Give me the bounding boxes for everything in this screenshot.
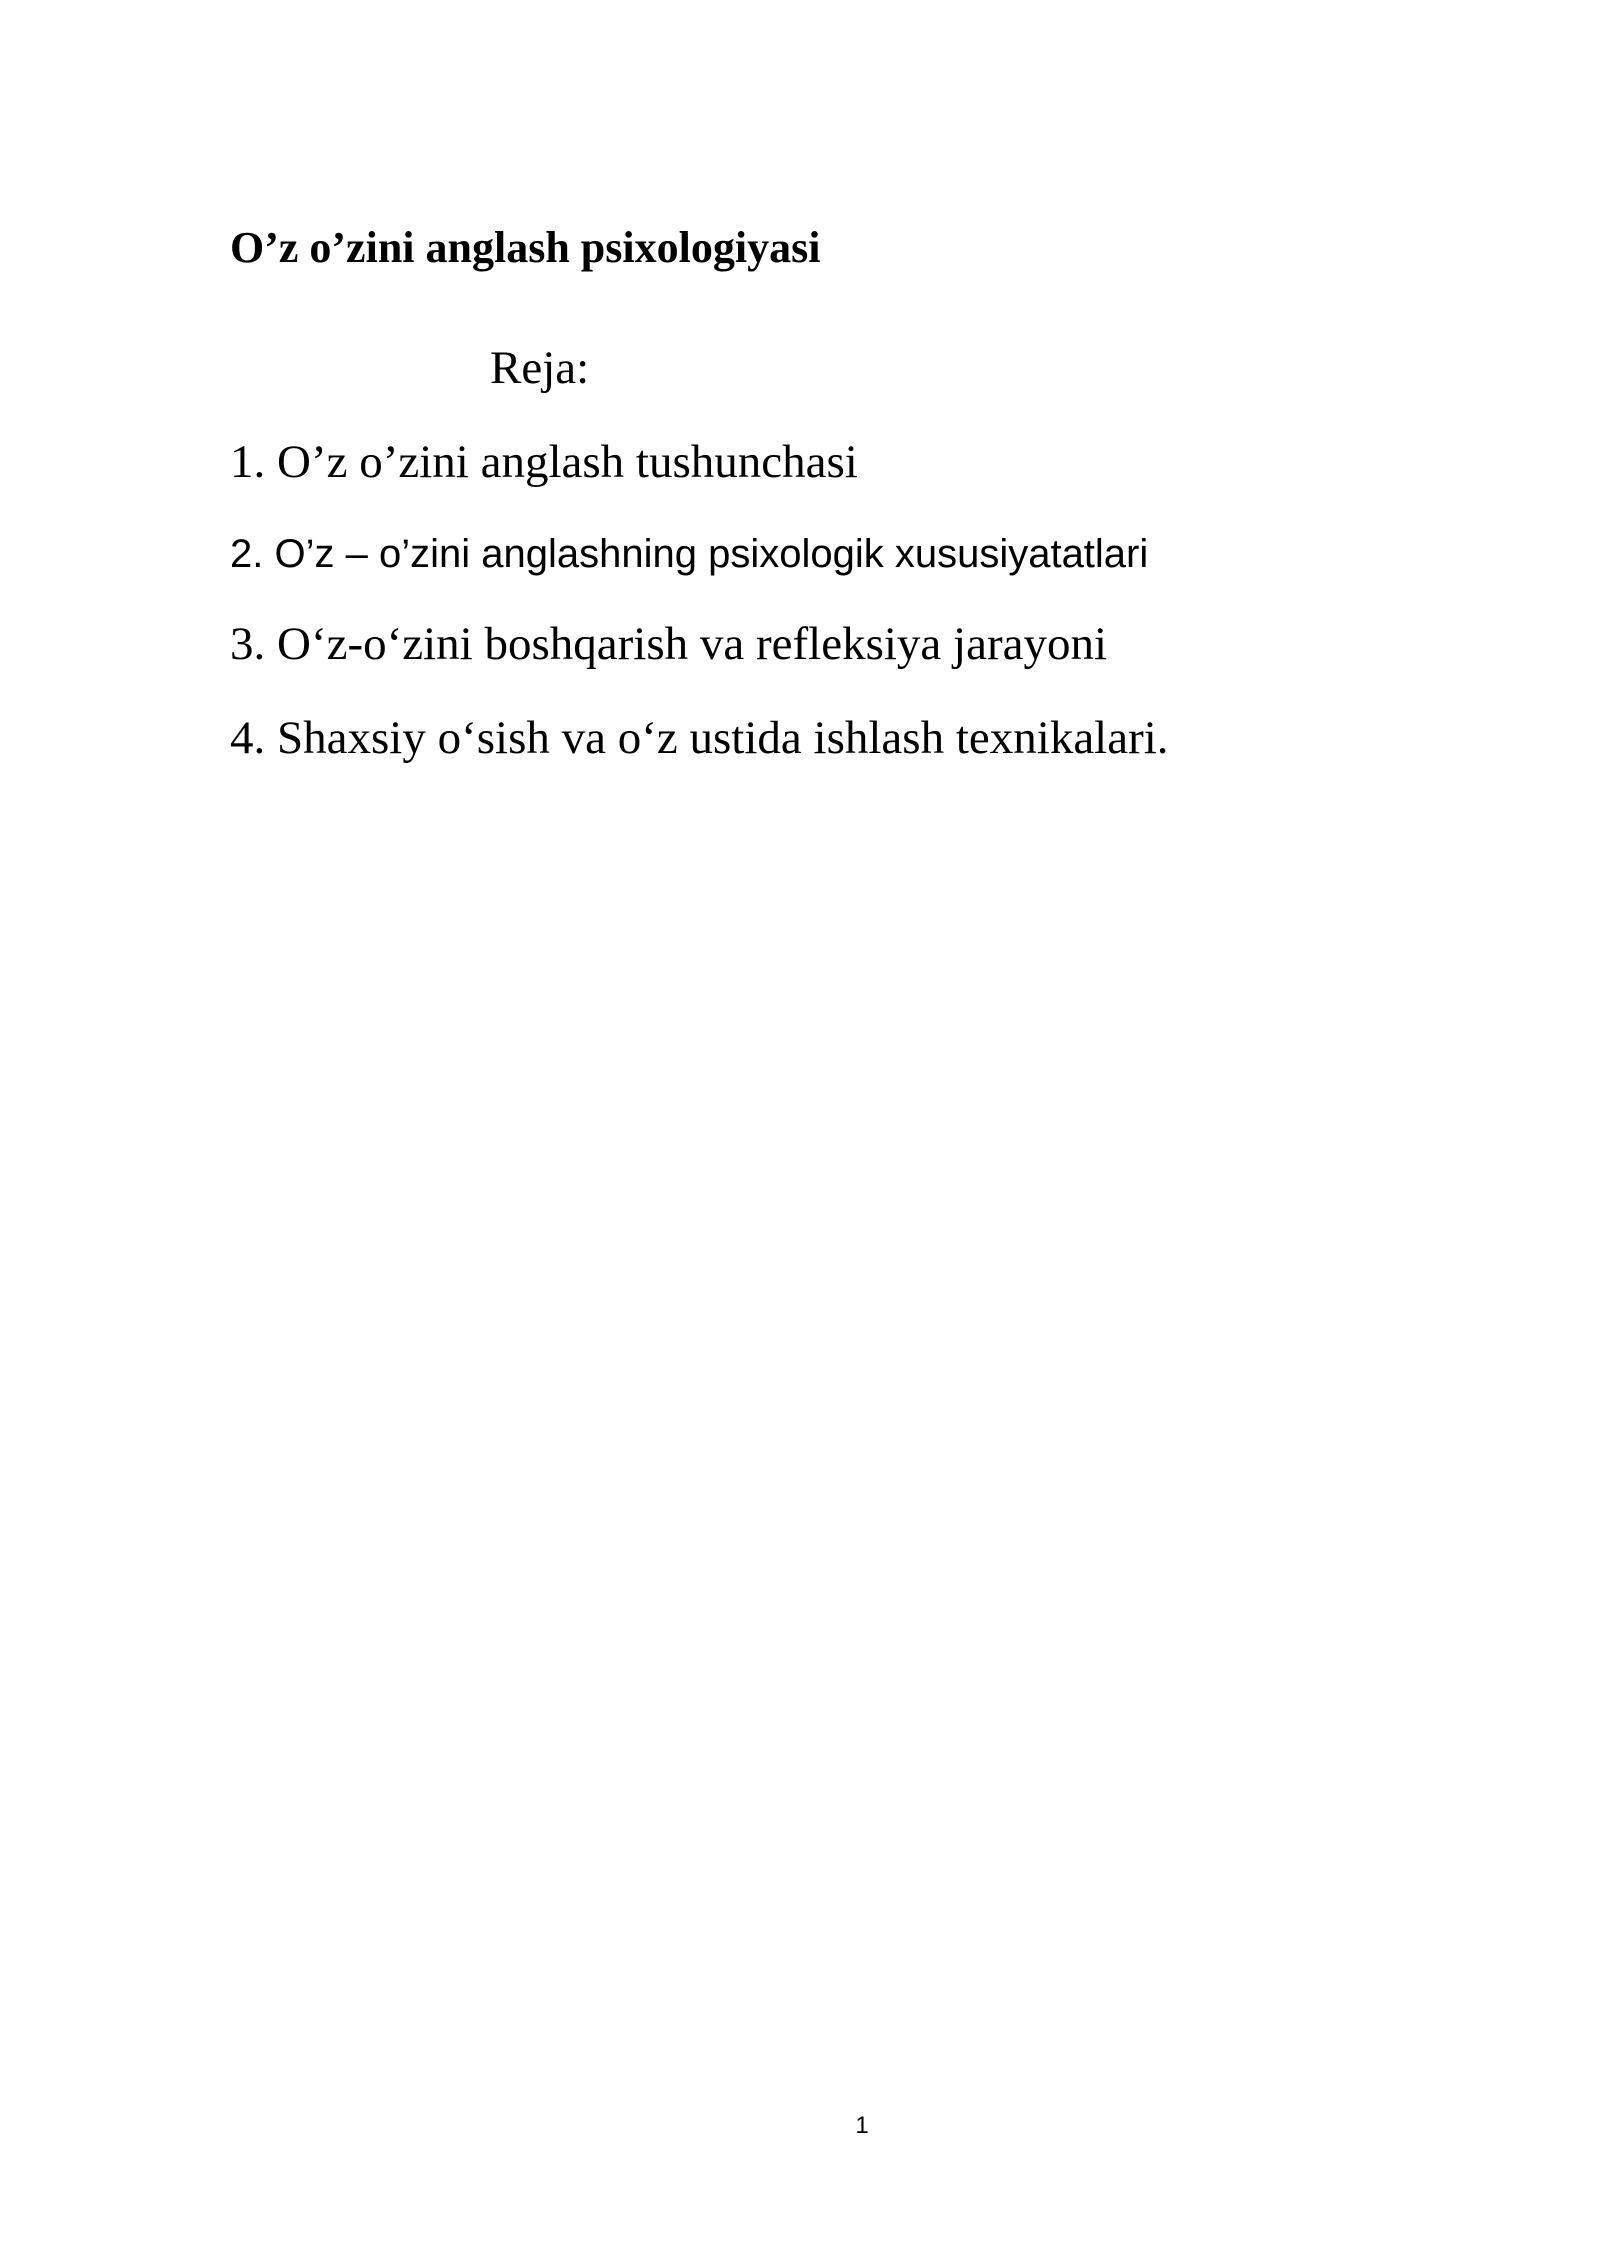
- plan-heading: Reja:: [490, 342, 590, 394]
- document-title: O’z o’zini anglash psixologiyasi: [230, 223, 821, 272]
- plan-item: 1. O’z o’zini anglash tushunchasi: [230, 436, 858, 488]
- plan-item: 3. O‘z-o‘zini boshqarish va refleksiya jarayoni: [230, 618, 1108, 670]
- page-number: 1: [855, 2112, 869, 2139]
- plan-item: 2. O’z – o’zini anglashning psixologik xususiyatatlari: [230, 532, 1149, 576]
- plan-item: 4. Shaxsiy o‘sish va o‘z ustida ishlash texnikalari.: [230, 712, 1169, 764]
